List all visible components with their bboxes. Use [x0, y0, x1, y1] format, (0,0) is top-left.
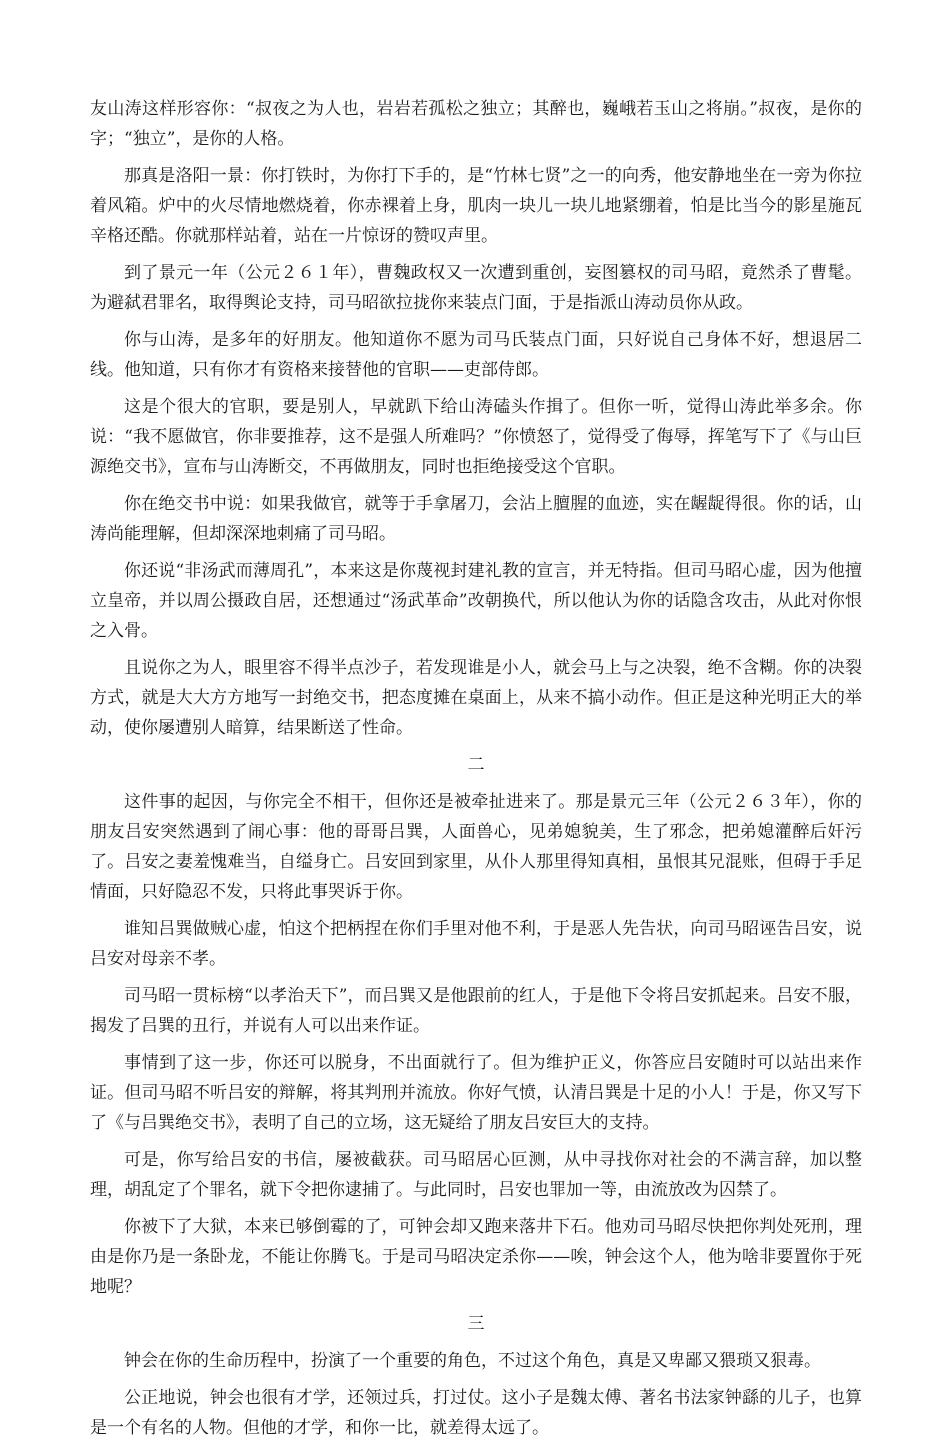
- section-heading-2: 二: [467, 755, 485, 775]
- paragraph: 你还说“非汤武而薄周孔”，本来这是你蔑视封建礼教的宣言，并无特指。但司马昭心虚，因为他擅立皇帝，并以周公摄政自居，还想通过“汤武革命”改朝换代，所以他认为你的话隐含攻击，从此对你恨之入骨。: [90, 561, 862, 641]
- paragraph: 你在绝交书中说：如果我做官，就等于手拿屠刀，会沾上膻腥的血迹，实在龌龊得很。你的话，山涛尚能理解，但却深深地刺痛了司马昭。: [90, 494, 862, 544]
- paragraph: 友山涛这样形容你：“叔夜之为人也，岩岩若孤松之独立；其醉也，巍峨若玉山之将崩。”叔夜，是你的字；“独立”，是你的人格。: [90, 99, 862, 149]
- paragraph: 这件事的起因，与你完全不相干，但你还是被牵扯进来了。那是景元三年（公元２６３年），你的朋友吕安突然遇到了闹心事：他的哥哥吕巽，人面兽心，见弟媳貌美，生了邪念，把弟媳灌醉后奸污了。吕安之妻羞愧难当，自缢身亡。吕安回到家里，从仆人那里得知真相，虽恨其兄混账，但碍于手足情面，只好隐忍不发，只将此事哭诉于你。: [90, 792, 862, 902]
- paragraph: 司马昭一贯标榜“以孝治天下”，而吕巽又是他跟前的红人，于是他下令将吕安抓起来。吕安不服，揭发了吕巽的丑行，并说有人可以出来作证。: [90, 986, 862, 1036]
- paragraph: 这是个很大的官职，要是别人，早就趴下给山涛磕头作揖了。但你一听，觉得山涛此举多余。你说：“我不愿做官，你非要推荐，这不是强人所难吗？”你愤怒了，觉得受了侮辱，挥笔写下了《与山巨源绝交书》，宣布与山涛断交，不再做朋友，同时也拒绝接受这个官职。: [90, 397, 862, 477]
- paragraph: 谁知吕巽做贼心虚，怕这个把柄捏在你们手里对他不利，于是恶人先告状，向司马昭诬告吕安，说吕安对母亲不孝。: [90, 919, 862, 969]
- paragraph: 可是，你写给吕安的书信，屡被截获。司马昭居心叵测，从中寻找你对社会的不满言辞，加以整理，胡乱定了个罪名，就下令把你逮捕了。与此同时，吕安也罪加一等，由流放改为囚禁了。: [90, 1150, 862, 1200]
- paragraph: 你与山涛，是多年的好朋友。他知道你不愿为司马氏装点门面，只好说自己身体不好，想退居二线。他知道，只有你才有资格来接替他的官职——吏部侍郎。: [90, 330, 862, 380]
- paragraph: 事情到了这一步，你还可以脱身，不出面就行了。但为维护正义，你答应吕安随时可以站出来作证。但司马昭不听吕安的辩解，将其判刑并流放。你好气愤，认清吕巽是十足的小人！于是，你又写下了《与吕巽绝交书》，表明了自己的立场，这无疑给了朋友吕安巨大的支持。: [90, 1053, 862, 1133]
- paragraph: 钟会在你的生命历程中，扮演了一个重要的角色，不过这个角色，真是又卑鄙又猥琐又狠毒。: [124, 1351, 821, 1371]
- paragraph: 公正地说，钟会也很有才学，还领过兵，打过仗。这小子是魏太傅、著名书法家钟繇的儿子，也算是一个有名的人物。但他的才学，和你一比，就差得太远了。: [90, 1388, 862, 1438]
- paragraph: 且说你之为人，眼里容不得半点沙子，若发现谁是小人，就会马上与之决裂，绝不含糊。你的决裂方式，就是大大方方地写一封绝交书，把态度摊在桌面上，从来不搞小动作。但正是这种光明正大的举动，使你屡遭别人暗算，结果断送了性命。: [90, 658, 862, 738]
- section-heading-3: 三: [467, 1314, 485, 1334]
- paragraph: 那真是洛阳一景：你打铁时，为你打下手的，是“竹林七贤”之一的向秀，他安静地坐在一旁为你拉着风箱。炉中的火尽情地燃烧着，你赤裸着上身，肌肉一块儿一块儿地紧绷着，怕是比当今的影星施瓦辛格还酷。你就那样站着，站在一片惊讶的赞叹声里。: [90, 166, 862, 246]
- paragraph: 你被下了大狱，本来已够倒霉的了，可钟会却又跑来落井下石。他劝司马昭尽快把你判处死刑，理由是你乃是一条卧龙，不能让你腾飞。于是司马昭决定杀你——唉，钟会这个人，他为啥非要置你于死地呢？: [90, 1217, 862, 1297]
- paragraph: 到了景元一年（公元２６１年），曹魏政权又一次遭到重创，妄图篡权的司马昭，竟然杀了曹髦。为避弑君罪名，取得舆论支持，司马昭欲拉拢你来装点门面，于是指派山涛动员你从政。: [90, 263, 862, 313]
- article-page: [90, 94, 862, 1450]
